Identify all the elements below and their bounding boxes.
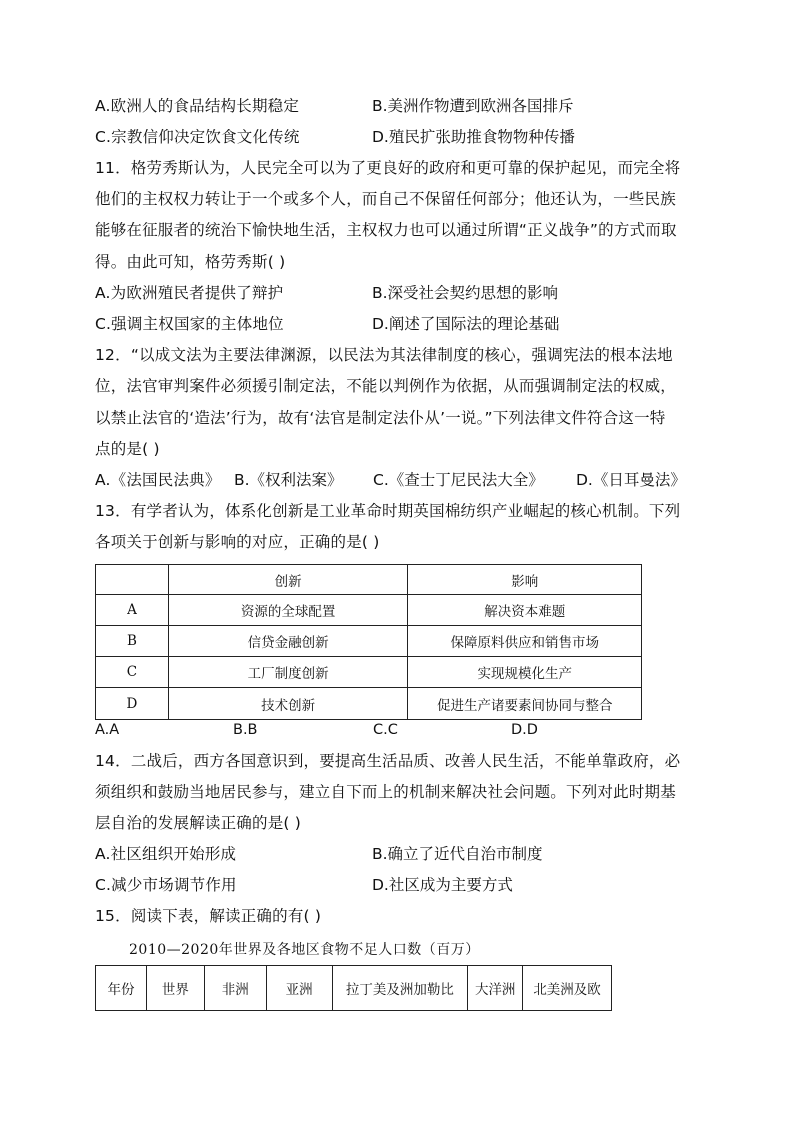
q14-stem-line: 须组织和鼓励当地居民参与，建立自下而上的机制来解决社会问题。下列对此时期基	[95, 783, 676, 801]
q13-option-a[interactable]: A.A	[95, 722, 120, 738]
table-row	[96, 595, 642, 626]
q11-option-a[interactable]: A.为欧洲殖民者提供了辩护	[95, 284, 284, 302]
table-cell: 保障原料供应和销售市场	[408, 626, 642, 657]
q11-option-b[interactable]: B.深受社会契约思想的影响	[372, 284, 559, 302]
q11-stem-line: 能够在征服者的统治下愉快地生活，主权权力也可以通过所谓“正义战争”的方式而取	[95, 221, 677, 239]
q11-stem-line: 他们的主权权力转让于一个或多个人，而自己不保留任何部分；他还认为，一些民族	[95, 190, 676, 208]
table-cell: 技术创新	[168, 688, 408, 720]
table-row	[96, 626, 642, 657]
table-cell: 促进生产诸要素间协同与整合	[408, 688, 642, 720]
table-cell: 资源的全球配置	[168, 595, 408, 626]
q13-stem-line: 各项关于创新与影响的对应，正确的是( )	[95, 533, 380, 551]
table-cell: D	[96, 688, 169, 720]
q11-stem-line: 得。由此可知，格劳秀斯( )	[95, 253, 286, 271]
table-cell: 信贷金融创新	[168, 626, 408, 657]
q13-table	[95, 564, 642, 720]
q13-option-b[interactable]: B.B	[233, 722, 258, 738]
q13-option-d[interactable]: D.D	[511, 722, 538, 738]
q12-option-d[interactable]: D.《日耳曼法》	[576, 471, 686, 489]
table-header-cell	[96, 565, 169, 595]
q10-option-a[interactable]: A.欧洲人的食品结构长期稳定	[95, 97, 300, 115]
table-row	[96, 688, 642, 720]
table-header-cell: 非洲	[204, 966, 266, 1011]
table-cell: C	[96, 657, 169, 688]
q14-option-d[interactable]: D.社区成为主要方式	[372, 876, 513, 894]
table-header-row	[96, 966, 612, 1011]
table-cell: B	[96, 626, 169, 657]
q12-option-b[interactable]: B.《权利法案》	[234, 471, 343, 489]
q13-stem-line: 13．有学者认为，体系化创新是工业革命时期英国棉纺织产业崛起的核心机制。下列	[95, 502, 681, 520]
table-cell: 工厂制度创新	[168, 657, 408, 688]
table-header-cell: 世界	[146, 966, 204, 1011]
table-cell: A	[96, 595, 169, 626]
q14-stem-line: 14．二战后，西方各国意识到，要提高生活品质、改善人民生活，不能单靠政府，必	[95, 752, 681, 770]
table-row	[96, 657, 642, 688]
q11-option-c[interactable]: C.强调主权国家的主体地位	[95, 315, 284, 333]
q14-option-c[interactable]: C.减少市场调节作用	[95, 876, 237, 894]
q12-stem-line: 点的是( )	[95, 440, 160, 458]
table-header-cell: 年份	[96, 966, 147, 1011]
q14-option-b[interactable]: B.确立了近代自治市制度	[372, 845, 543, 863]
table-header-cell: 亚洲	[266, 966, 332, 1011]
q10-option-d[interactable]: D.殖民扩张助推食物物种传播	[372, 128, 575, 146]
table-header-cell: 拉丁美及洲加勒比	[332, 966, 468, 1011]
q12-stem-line: 位，法官审判案件必须援引制定法，不能以判例作为依据，从而强调制定法的权威，	[95, 377, 676, 395]
table-header-row	[96, 565, 642, 595]
q11-option-d[interactable]: D.阐述了国际法的理论基础	[372, 315, 560, 333]
table-header-cell: 北美洲及欧	[523, 966, 612, 1011]
q10-option-b[interactable]: B.美洲作物遭到欧洲各国排斥	[372, 97, 574, 115]
q11-stem-line: 11．格劳秀斯认为，人民完全可以为了更良好的政府和更可靠的保护起见，而完全将	[95, 159, 681, 177]
q12-option-c[interactable]: C.《查士丁尼民法大全》	[373, 471, 544, 489]
q12-stem-line: 以禁止法官的‘造法’行为，故有‘法官是制定法仆从’一说。”下列法律文件符合这一特	[95, 409, 666, 427]
q15-table-caption: 2010—2020年世界及各地区食物不足人口数（百万）	[129, 942, 480, 958]
q14-option-a[interactable]: A.社区组织开始形成	[95, 845, 237, 863]
q13-option-c[interactable]: C.C	[373, 722, 398, 738]
q15-stem-line: 15．阅读下表，解读正确的有( )	[95, 907, 322, 925]
table-header-cell: 大洋洲	[468, 966, 523, 1011]
q15-table	[95, 965, 612, 1011]
q10-option-c[interactable]: C.宗教信仰决定饮食文化传统	[95, 128, 300, 146]
table-header-cell: 影响	[408, 565, 642, 595]
q14-stem-line: 层自治的发展解读正确的是( )	[95, 814, 302, 832]
table-cell: 解决资本难题	[408, 595, 642, 626]
q12-option-a[interactable]: A.《法国民法典》	[95, 471, 221, 489]
table-header-cell: 创新	[168, 565, 408, 595]
table-cell: 实现规模化生产	[408, 657, 642, 688]
q12-stem-line: 12．“以成文法为主要法律渊源，以民法为其法律制度的核心，强调宪法的根本法地	[95, 346, 673, 364]
